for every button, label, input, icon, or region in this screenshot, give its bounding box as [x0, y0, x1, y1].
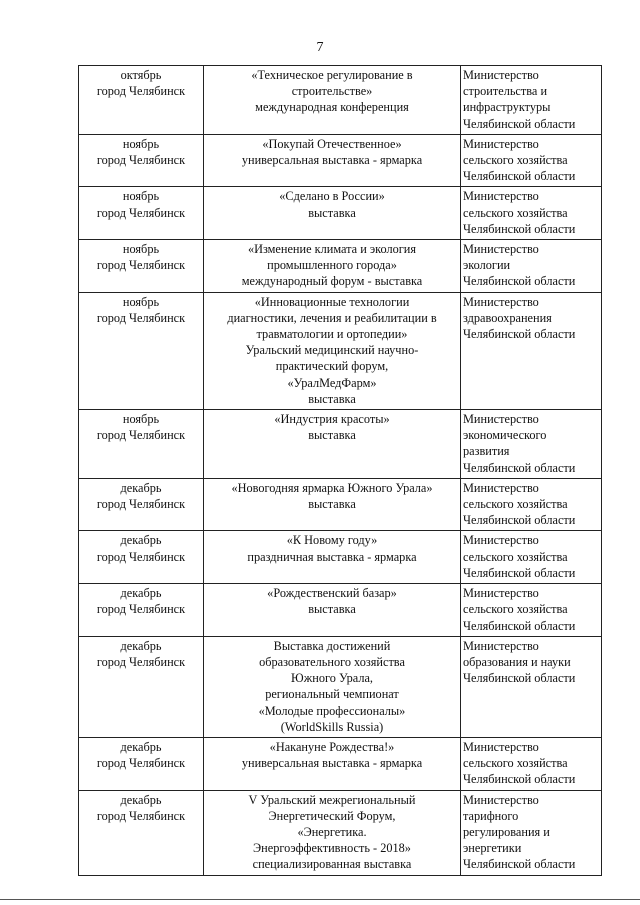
event-date-cell: ноябрь город Челябинск — [79, 187, 204, 240]
event-organizer-cell: Министерство сельского хозяйства Челябинской области — [461, 531, 602, 584]
event-organizer-cell: Министерство сельского хозяйства Челябинской области — [461, 187, 602, 240]
page-number: 7 — [316, 40, 324, 55]
event-name-cell: «Накануне Рождества!» универсальная выставка - ярмарка — [204, 737, 461, 790]
table-row — [79, 410, 602, 479]
event-date-cell: ноябрь город Челябинск — [79, 292, 204, 409]
table-row — [79, 636, 602, 737]
event-name-cell: «К Новому году» праздничная выставка - ярмарка — [204, 531, 461, 584]
event-name-cell: «Сделано в России» выставка — [204, 187, 461, 240]
page-bottom-edge — [0, 899, 640, 900]
table-row — [79, 584, 602, 637]
events-table-body — [79, 66, 602, 876]
event-organizer-cell: Министерство сельского хозяйства Челябинской области — [461, 584, 602, 637]
table-row — [79, 737, 602, 790]
table-row — [79, 531, 602, 584]
event-name-cell: «Инновационные технологии диагностики, лечения и реабилитации в травматологии и ортопедии» Уральский медицинский научно- практический форум, «УралМедФарм» выставка — [204, 292, 461, 409]
event-organizer-cell: Министерство здравоохранения Челябинской области — [461, 292, 602, 409]
table-row — [79, 478, 602, 531]
event-organizer-cell: Министерство сельского хозяйства Челябинской области — [461, 737, 602, 790]
event-date-cell: декабрь город Челябинск — [79, 790, 204, 875]
event-name-cell: «Изменение климата и экология промышленного города» международный форум - выставка — [204, 240, 461, 293]
table-row — [79, 292, 602, 409]
event-name-cell: «Рождественский базар» выставка — [204, 584, 461, 637]
table-row — [79, 187, 602, 240]
event-date-cell: ноябрь город Челябинск — [79, 240, 204, 293]
event-name-cell: «Покупай Отечественное» универсальная выставка - ярмарка — [204, 134, 461, 187]
event-organizer-cell: Министерство сельского хозяйства Челябинской области — [461, 478, 602, 531]
event-date-cell: декабрь город Челябинск — [79, 636, 204, 737]
event-date-cell: декабрь город Челябинск — [79, 478, 204, 531]
event-organizer-cell: Министерство строительства и инфраструктуры Челябинской области — [461, 66, 602, 135]
event-name-cell: «Новогодняя ярмарка Южного Урала» выставка — [204, 478, 461, 531]
event-name-cell: «Техническое регулирование в строительстве» международная конференция — [204, 66, 461, 135]
event-organizer-cell: Министерство экономического развития Челябинской области — [461, 410, 602, 479]
table-row — [79, 790, 602, 875]
event-name-cell: V Уральский межрегиональный Энергетический Форум, «Энергетика. Энергоэффективность - 2018» специализированная выставка — [204, 790, 461, 875]
events-table — [78, 65, 602, 876]
event-name-cell: Выставка достижений образовательного хозяйства Южного Урала, региональный чемпионат «Молодые профессионалы» (WorldSkills Russia) — [204, 636, 461, 737]
table-row — [79, 66, 602, 135]
event-organizer-cell: Министерство тарифного регулирования и энергетики Челябинской области — [461, 790, 602, 875]
event-organizer-cell: Министерство сельского хозяйства Челябинской области — [461, 134, 602, 187]
event-date-cell: декабрь город Челябинск — [79, 737, 204, 790]
event-date-cell: декабрь город Челябинск — [79, 531, 204, 584]
event-date-cell: ноябрь город Челябинск — [79, 134, 204, 187]
event-organizer-cell: Министерство экологии Челябинской области — [461, 240, 602, 293]
event-date-cell: октябрь город Челябинск — [79, 66, 204, 135]
table-row — [79, 134, 602, 187]
event-name-cell: «Индустрия красоты» выставка — [204, 410, 461, 479]
event-date-cell: ноябрь город Челябинск — [79, 410, 204, 479]
table-row — [79, 240, 602, 293]
event-organizer-cell: Министерство образования и науки Челябинской области — [461, 636, 602, 737]
event-date-cell: декабрь город Челябинск — [79, 584, 204, 637]
